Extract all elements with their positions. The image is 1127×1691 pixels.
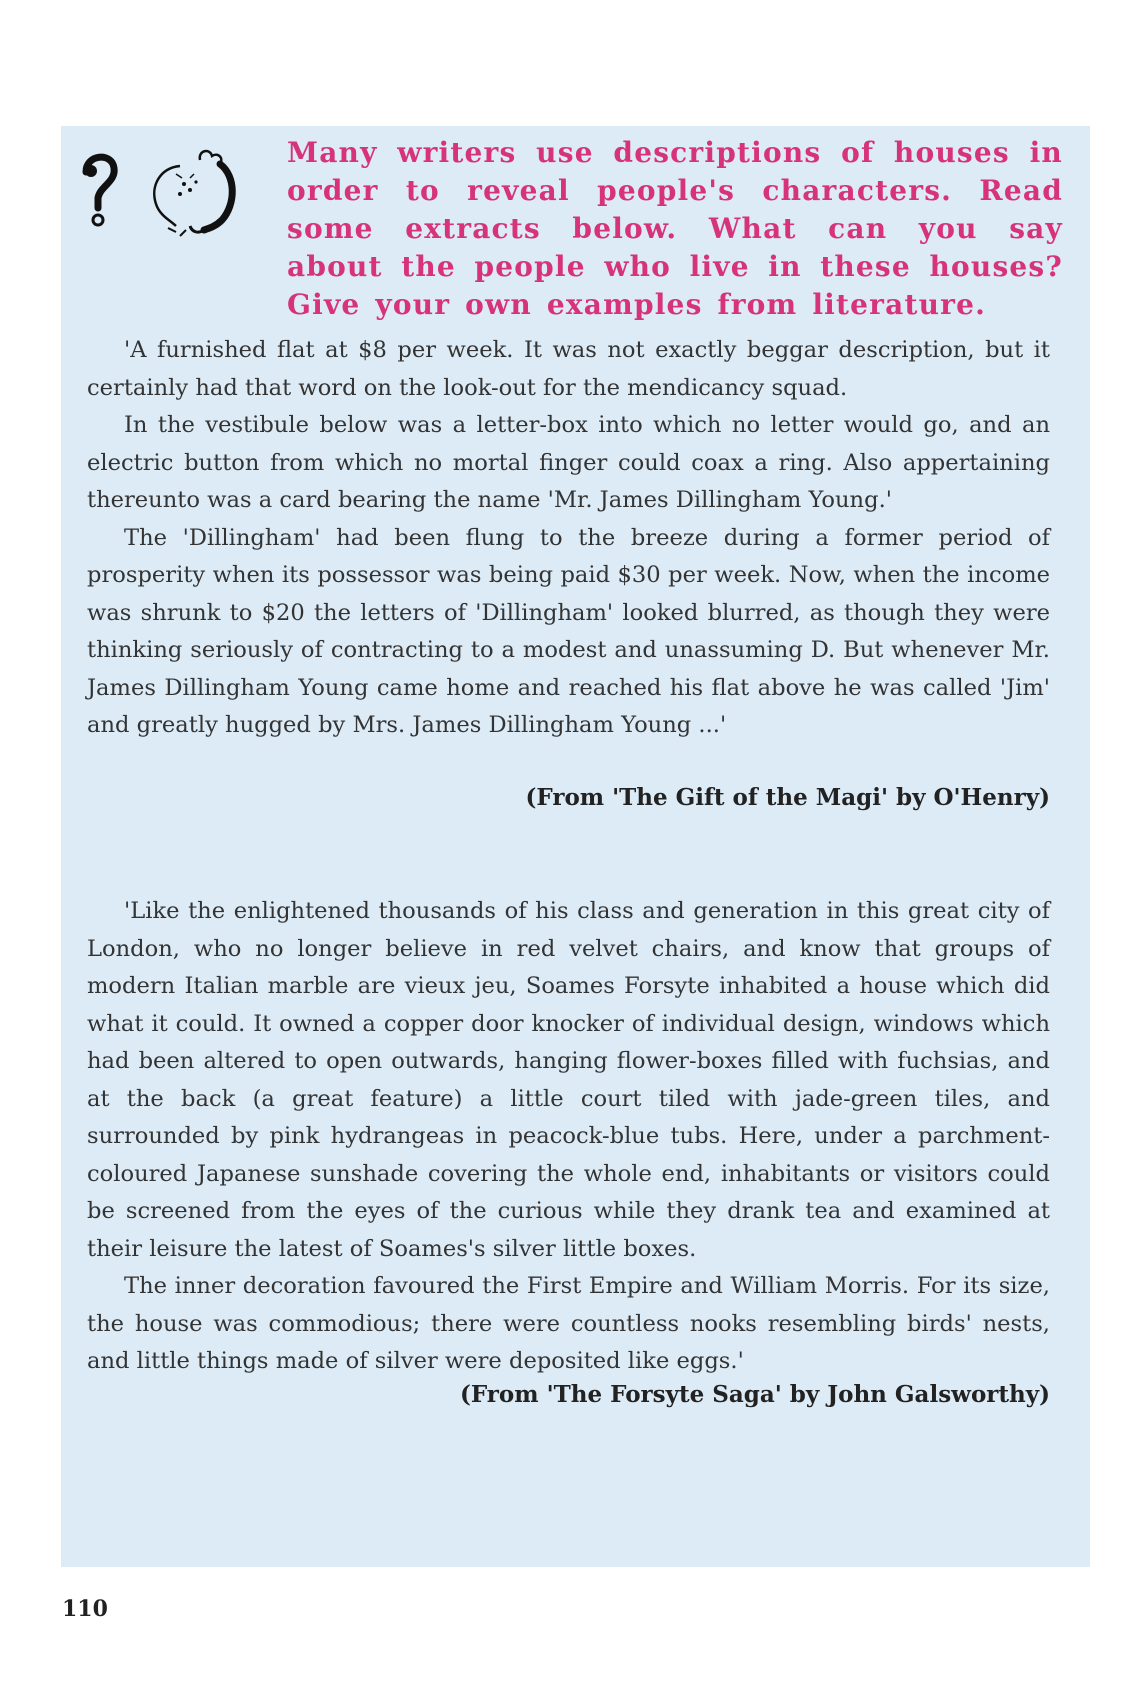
task-prompt: Many writers use descriptions of houses in order to reveal people's characters. Read some extracts below. What can you say about the people who live in these houses? Give your own examples from literature. [287,136,1063,321]
extract-2 [87,893,1050,1381]
extract-2-paragraph: The inner decoration favoured the First Empire and William Morris. For its size, the house was commodious; there were countless nooks resembling birds' nests, and little things made of silver were deposited like eggs.' [87,1273,1050,1374]
task-icon-group [78,146,258,246]
thinking-head-icon [140,146,250,246]
extract-1-paragraph: The 'Dillingham' had been flung to the breeze during a former period of prosperity when its possessor was being paid $30 per week. Now, when the income was shrunk to $20 the letters of 'Dillingham' looked blurred, as though they were thinking seriously of contracting to a modest and unassuming D. But whenever Mr. James Dillingham Young came home and reached his flat above he was called 'Jim' and greatly hugged by Mrs. James Dillingham Young ...' [87,524,1050,738]
extract-2-source: (From 'The Forsyte Saga' by John Galsworthy) [460,1381,1050,1408]
extract-2-paragraph: 'Like the enlightened thousands of his class and generation in this great city of London, who no longer believe in red velvet chairs, and know that groups of modern Italian marble are vieux jeu, Soames Forsyte inhabited a house which did what it could. It owned a copper door knocker of individual design, windows which had been altered to open outwards, hanging flower-boxes filled with fuchsias, and at the back (a great feature) a little court tiled with jade-green tiles, and surrounded by pink hydrangeas in peacock-blue tubs. Here, under a parchment-coloured Japanese sunshade covering the whole end, inhabitants or visitors could be screened from the eyes of the curious while they drank tea and examined at their leisure the latest of Soames's silver little boxes. [87,898,1050,1262]
extract-1-paragraph: 'A furnished flat at $8 per week. It was not exactly beggar description, but it certainly had that word on the look-out for the mendicancy squad. [87,337,1050,401]
page-number: 110 [62,1596,108,1622]
extract-1-paragraph: In the vestibule below was a letter-box into which no letter would go, and an electric button from which no mortal finger could coax a ring. Also appertaining thereunto was a card bearing the name 'Mr. James Dillingham Young.' [87,412,1050,513]
extract-1-source: (From 'The Gift of the Magi' by O'Henry) [525,784,1050,811]
extract-1 [87,332,1050,745]
